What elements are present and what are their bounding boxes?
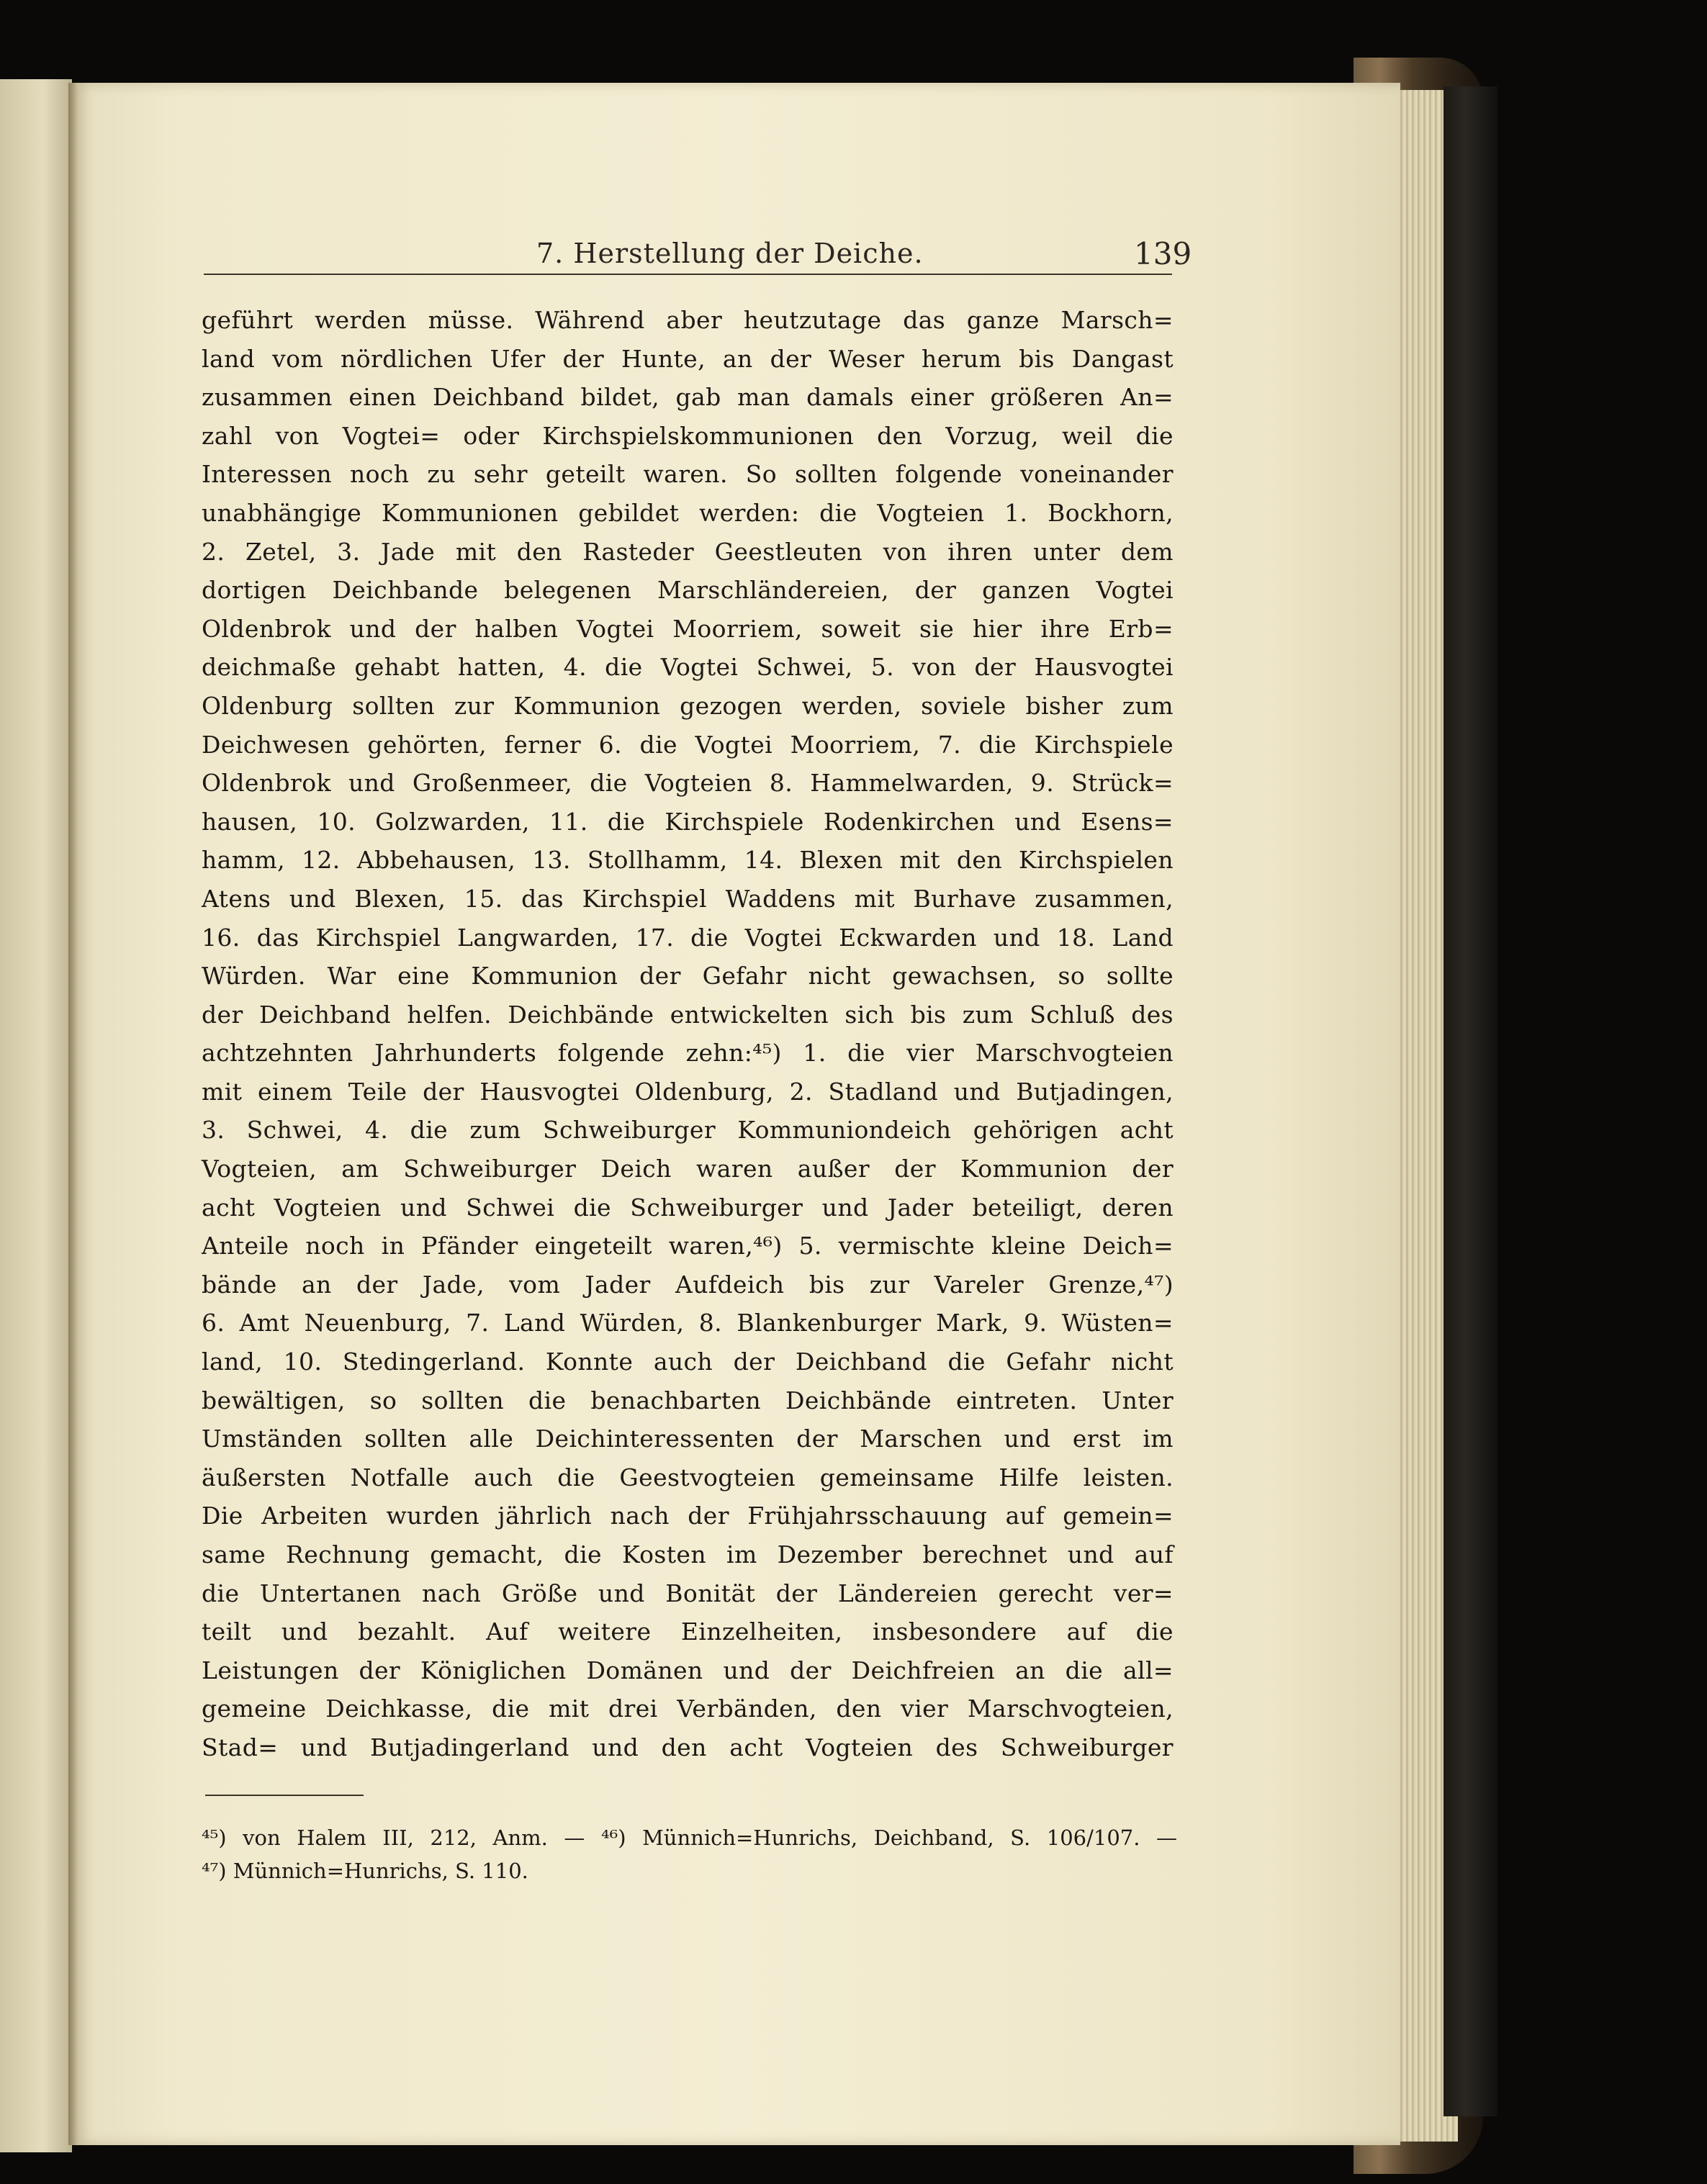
text-line: äußersten Notfalle auch die Geestvogteien gemeinsame Hilfe leisten.	[202, 1463, 1174, 1492]
text-line: Anteile noch in Pfänder eingeteilt waren,⁴⁶) 5. vermischte kleine Deich=	[202, 1232, 1174, 1260]
text-line: Umständen sollten alle Deichinteressenten der Marschen und erst im	[202, 1425, 1174, 1453]
body-text	[202, 301, 1174, 1767]
text-line: hamm, 12. Abbehausen, 13. Stollhamm, 14. Blexen mit den Kirchspielen	[202, 846, 1174, 875]
text-line: Deichwesen gehörten, ferner 6. die Vogtei Moorriem, 7. die Kirchspiele	[202, 730, 1174, 759]
text-line: Leistungen der Königlichen Domänen und der Deichfreien an die all=	[202, 1656, 1174, 1684]
text-line: Vogteien, am Schweiburger Deich waren außer der Kommunion der	[202, 1155, 1174, 1183]
text-line: bewältigen, so sollten die benachbarten Deichbände eintreten. Unter	[202, 1386, 1174, 1414]
text-line: die Untertanen nach Größe und Bonität der Ländereien gerecht ver=	[202, 1579, 1174, 1607]
text-line: 6. Amt Neuenburg, 7. Land Würden, 8. Blankenburger Mark, 9. Wüsten=	[202, 1309, 1174, 1337]
text-line: hausen, 10. Golzwarden, 11. die Kirchspiele Rodenkirchen und Esens=	[202, 807, 1174, 836]
text-line: zusammen einen Deichband bildet, gab man damals einer größeren An=	[202, 383, 1174, 412]
text-line: Oldenburg sollten zur Kommunion gezogen werden, soviele bisher zum	[202, 691, 1174, 720]
text-line: Atens und Blexen, 15. das Kirchspiel Waddens mit Burhave zusammen,	[202, 884, 1174, 913]
text-line: achtzehnten Jahrhunderts folgende zehn:⁴⁵) 1. die vier Marschvogteien	[202, 1039, 1174, 1068]
text-line: same Rechnung gemacht, die Kosten im Dezember berechnet und auf	[202, 1540, 1174, 1569]
text-line: unabhängige Kommunionen gebildet werden: die Vogteien 1. Bockhorn,	[202, 498, 1174, 527]
page-gutter	[68, 83, 78, 2145]
footnote-line: ⁴⁵) von Halem III, 212, Anm. — ⁴⁶) Münnich=Hunrichs, Deichband, S. 106/107. —	[202, 1826, 1177, 1850]
text-line: geführt werden müsse. Während aber heutzutage das ganze Marsch=	[202, 306, 1174, 334]
text-line: 16. das Kirchspiel Langwarden, 17. die Vogtei Eckwarden und 18. Land	[202, 923, 1174, 952]
text-line: teilt und bezahlt. Auf weitere Einzelheiten, insbesondere auf die	[202, 1617, 1174, 1646]
text-line: 3. Schwei, 4. die zum Schweiburger Kommuniondeich gehörigen acht	[202, 1116, 1174, 1145]
text-line: Interessen noch zu sehr geteilt waren. So sollten folgende voneinander	[202, 460, 1174, 489]
text-line: gemeine Deichkasse, die mit drei Verbänden, den vier Marschvogteien,	[202, 1695, 1174, 1723]
text-line: dortigen Deichbande belegenen Marschländereien, der ganzen Vogtei	[202, 576, 1174, 605]
text-line: land, 10. Stedingerland. Konnte auch der Deichband die Gefahr nicht	[202, 1348, 1174, 1376]
text-line: bände an der Jade, vom Jader Aufdeich bis zur Vareler Grenze,⁴⁷)	[202, 1270, 1174, 1299]
footnote-line: ⁴⁷) Münnich=Hunrichs, S. 110.	[202, 1859, 528, 1883]
text-line: Oldenbrok und Großenmeer, die Vogteien 8. Hammelwarden, 9. Strück=	[202, 769, 1174, 798]
text-line: Stad= und Butjadingerland und den acht Vogteien des Schweiburger	[202, 1733, 1174, 1761]
footnote-rule	[205, 1795, 364, 1796]
text-line: acht Vogteien und Schwei die Schweiburger und Jader beteiligt, deren	[202, 1193, 1174, 1222]
text-line: Würden. War eine Kommunion der Gefahr nicht gewachsen, so sollte	[202, 962, 1174, 991]
text-line: land vom nördlichen Ufer der Hunte, an der Weser herum bis Dangast	[202, 344, 1174, 373]
running-header-title: 7. Herstellung der Deiche.	[536, 238, 924, 269]
text-line: mit einem Teile der Hausvogtei Oldenburg, 2. Stadland und Butjadingen,	[202, 1077, 1174, 1106]
header-rule	[204, 274, 1172, 275]
text-line: 2. Zetel, 3. Jade mit den Rasteder Geestleuten von ihren unter dem	[202, 537, 1174, 566]
book-spine	[1443, 86, 1497, 2116]
text-line: Die Arbeiten wurden jährlich nach der Frühjahrsschauung auf gemein=	[202, 1502, 1174, 1530]
facing-page-edge	[0, 79, 72, 2152]
text-line: der Deichband helfen. Deichbände entwickelten sich bis zum Schluß des	[202, 1000, 1174, 1029]
page-number: 139	[1134, 236, 1192, 271]
text-line: Oldenbrok und der halben Vogtei Moorriem, soweit sie hier ihre Erb=	[202, 614, 1174, 643]
text-line: zahl von Vogtei= oder Kirchspielskommunionen den Vorzug, weil die	[202, 421, 1174, 450]
text-line: deichmaße gehabt hatten, 4. die Vogtei Schwei, 5. von der Hausvogtei	[202, 653, 1174, 682]
footnotes	[202, 1821, 1177, 1887]
